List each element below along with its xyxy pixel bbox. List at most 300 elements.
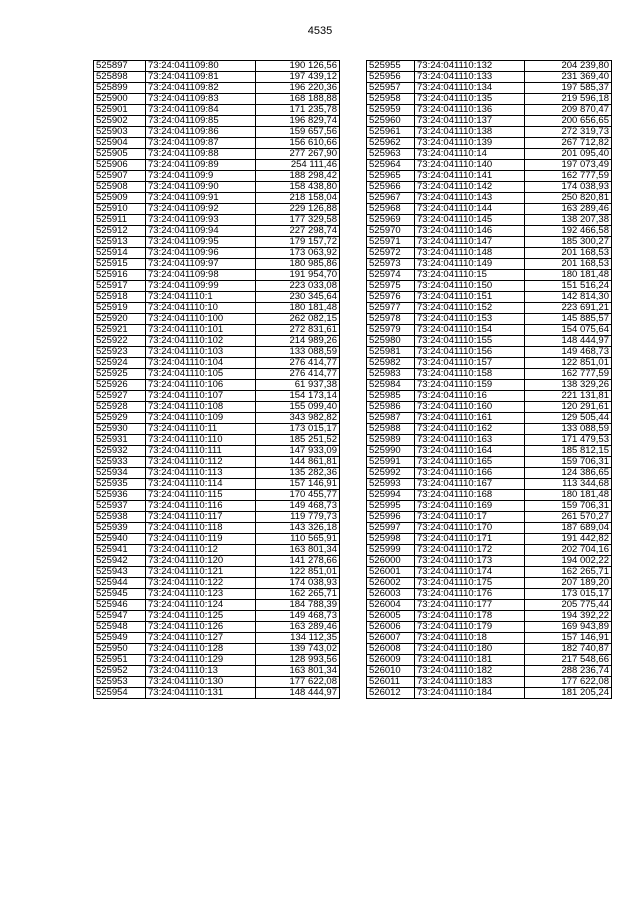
table-row [367,655,612,666]
cadastral-number: 73:24:041110:181 [415,655,525,666]
cadastral-number: 73:24:041109:80 [146,61,256,72]
row-id: 525900 [94,94,146,105]
cadastral-number: 73:24:041110:183 [415,677,525,688]
table-row [367,193,612,204]
amount: 201 168,53 [525,259,612,270]
row-id: 525929 [94,413,146,424]
cadastral-number: 73:24:041110:149 [415,259,525,270]
amount: 218 158,04 [256,193,340,204]
cadastral-number: 73:24:041109:92 [146,204,256,215]
row-id: 525917 [94,281,146,292]
table-row [367,61,612,72]
amount: 223 033,08 [256,281,340,292]
table-row [94,600,340,611]
amount: 207 189,20 [525,578,612,589]
row-id: 525981 [367,347,415,358]
cadastral-number: 73:24:041110:172 [415,545,525,556]
table-row [94,193,340,204]
amount: 180 181,48 [256,303,340,314]
cadastral-number: 73:24:041110:159 [415,380,525,391]
row-id: 525916 [94,270,146,281]
amount: 229 126,88 [256,204,340,215]
row-id: 525991 [367,457,415,468]
amount: 190 126,56 [256,61,340,72]
cadastral-number: 73:24:041109:91 [146,193,256,204]
row-id: 525950 [94,644,146,655]
cadastral-number: 73:24:041110:146 [415,226,525,237]
amount: 181 205,24 [525,688,612,699]
table-row [94,160,340,171]
table-row [94,303,340,314]
row-id: 525969 [367,215,415,226]
amount: 202 704,16 [525,545,612,556]
amount: 61 937,38 [256,380,340,391]
row-id: 526006 [367,622,415,633]
cadastral-number: 73:24:041110:145 [415,215,525,226]
cadastral-number: 73:24:041110:108 [146,402,256,413]
row-id: 525899 [94,83,146,94]
cadastral-number: 73:24:041109:89 [146,160,256,171]
row-id: 525996 [367,512,415,523]
cadastral-number: 73:24:041109:83 [146,94,256,105]
amount: 134 112,35 [256,633,340,644]
row-id: 525921 [94,325,146,336]
amount: 119 779,73 [256,512,340,523]
amount: 171 235,78 [256,105,340,116]
amount: 147 933,09 [256,446,340,457]
cadastral-number: 73:24:041110:18 [415,633,525,644]
amount: 155 099,40 [256,402,340,413]
table-row [367,600,612,611]
amount: 177 622,08 [525,677,612,688]
row-id: 526009 [367,655,415,666]
amount: 120 291,61 [525,402,612,413]
row-id: 526001 [367,567,415,578]
amount: 254 111,46 [256,160,340,171]
cadastral-number: 73:24:041110:109 [146,413,256,424]
amount: 276 414,77 [256,358,340,369]
amount: 197 585,37 [525,83,612,94]
cadastral-number: 73:24:041110:14 [415,149,525,160]
cadastral-number: 73:24:041110:106 [146,380,256,391]
row-id: 525954 [94,688,146,699]
table-row [94,270,340,281]
table-row [94,259,340,270]
row-id: 526005 [367,611,415,622]
cadastral-number: 73:24:041110:12 [146,545,256,556]
table-row [94,589,340,600]
table-row [367,105,612,116]
row-id: 525963 [367,149,415,160]
amount: 227 298,74 [256,226,340,237]
table-row [367,501,612,512]
table-row [94,545,340,556]
table-row [367,325,612,336]
table-row [94,347,340,358]
row-id: 525920 [94,314,146,325]
row-id: 525904 [94,138,146,149]
amount: 200 656,65 [525,116,612,127]
table-row [94,490,340,501]
table-row [367,94,612,105]
amount: 110 565,91 [256,534,340,545]
cadastral-number: 73:24:041110:178 [415,611,525,622]
table-row [367,523,612,534]
cadastral-number: 73:24:041109:81 [146,72,256,83]
amount: 169 943,89 [525,622,612,633]
row-id: 526003 [367,589,415,600]
row-id: 525990 [367,446,415,457]
amount: 230 345,64 [256,292,340,303]
row-id: 525973 [367,259,415,270]
amount: 177 622,08 [256,677,340,688]
amount: 157 146,91 [525,633,612,644]
cadastral-number: 73:24:041109:90 [146,182,256,193]
cadastral-number: 73:24:041109:99 [146,281,256,292]
register-table-left [93,60,340,699]
row-id: 526004 [367,600,415,611]
table-row [94,446,340,457]
cadastral-number: 73:24:041110:141 [415,171,525,182]
row-id: 525908 [94,182,146,193]
cadastral-number: 73:24:041110:102 [146,336,256,347]
amount: 272 319,73 [525,127,612,138]
table-row [367,512,612,523]
row-id: 525958 [367,94,415,105]
cadastral-number: 73:24:041110:140 [415,160,525,171]
table-row [94,314,340,325]
amount: 135 282,36 [256,468,340,479]
table-row [94,424,340,435]
amount: 177 329,58 [256,215,340,226]
table-row [94,501,340,512]
table-row [367,314,612,325]
amount: 138 207,38 [525,215,612,226]
cadastral-number: 73:24:041110:130 [146,677,256,688]
table-row [94,61,340,72]
amount: 221 131,81 [525,391,612,402]
cadastral-number: 73:24:041110:13 [146,666,256,677]
amount: 272 831,61 [256,325,340,336]
row-id: 525927 [94,391,146,402]
table-row [367,270,612,281]
table-row [367,380,612,391]
cadastral-number: 73:24:041110:156 [415,347,525,358]
cadastral-number: 73:24:041110:144 [415,204,525,215]
cadastral-number: 73:24:041110:124 [146,600,256,611]
table-row [94,611,340,622]
amount: 277 267,90 [256,149,340,160]
table-row [367,578,612,589]
row-id: 525909 [94,193,146,204]
row-id: 525940 [94,534,146,545]
row-id: 525898 [94,72,146,83]
row-id: 525931 [94,435,146,446]
table-row [94,468,340,479]
cadastral-number: 73:24:041109:82 [146,83,256,94]
row-id: 525989 [367,435,415,446]
row-id: 525965 [367,171,415,182]
amount: 262 082,15 [256,314,340,325]
amount: 163 801,34 [256,666,340,677]
cadastral-number: 73:24:041110:107 [146,391,256,402]
row-id: 525984 [367,380,415,391]
amount: 201 095,40 [525,149,612,160]
table-row [367,622,612,633]
cadastral-number: 73:24:041110:11 [146,424,256,435]
amount: 163 801,34 [256,545,340,556]
cadastral-number: 73:24:041110:103 [146,347,256,358]
table-row [94,105,340,116]
cadastral-number: 73:24:041110:180 [415,644,525,655]
amount: 180 985,86 [256,259,340,270]
amount: 196 829,74 [256,116,340,127]
cadastral-number: 73:24:041110:122 [146,578,256,589]
amount: 191 442,82 [525,534,612,545]
row-id: 525941 [94,545,146,556]
amount: 141 278,66 [256,556,340,567]
row-id: 525926 [94,380,146,391]
table-row [94,556,340,567]
row-id: 525924 [94,358,146,369]
cadastral-number: 73:24:041109:97 [146,259,256,270]
cadastral-number: 73:24:041110:175 [415,578,525,589]
row-id: 526000 [367,556,415,567]
table-row [94,402,340,413]
amount: 194 002,22 [525,556,612,567]
amount: 194 392,22 [525,611,612,622]
amount: 174 038,93 [525,182,612,193]
table-row [94,171,340,182]
table-row [94,369,340,380]
row-id: 525905 [94,149,146,160]
table-row [94,567,340,578]
table-row [94,479,340,490]
table-row [94,325,340,336]
row-id: 525935 [94,479,146,490]
row-id: 525942 [94,556,146,567]
amount: 159 706,31 [525,501,612,512]
cadastral-number: 73:24:041110:101 [146,325,256,336]
amount: 133 088,59 [525,424,612,435]
row-id: 525968 [367,204,415,215]
amount: 151 516,24 [525,281,612,292]
amount: 191 954,70 [256,270,340,281]
table-row [94,149,340,160]
amount: 159 657,56 [256,127,340,138]
cadastral-number: 73:24:041109:87 [146,138,256,149]
table-row [367,446,612,457]
cadastral-number: 73:24:041110:10 [146,303,256,314]
row-id: 525938 [94,512,146,523]
cadastral-number: 73:24:041109:95 [146,237,256,248]
cadastral-number: 73:24:041110:114 [146,479,256,490]
table-row [367,589,612,600]
row-id: 525928 [94,402,146,413]
row-id: 525970 [367,226,415,237]
table-row [367,556,612,567]
table-row [367,237,612,248]
cadastral-number: 73:24:041110:113 [146,468,256,479]
cadastral-number: 73:24:041109:84 [146,105,256,116]
amount: 197 073,49 [525,160,612,171]
amount: 250 820,81 [525,193,612,204]
table-row [94,633,340,644]
row-id: 525964 [367,160,415,171]
table-row [367,611,612,622]
row-id: 525925 [94,369,146,380]
row-id: 525901 [94,105,146,116]
table-row [367,160,612,171]
table-row [94,94,340,105]
row-id: 525946 [94,600,146,611]
table-row [94,666,340,677]
amount: 122 851,01 [525,358,612,369]
amount: 196 220,36 [256,83,340,94]
cadastral-number: 73:24:041109:93 [146,215,256,226]
row-id: 525952 [94,666,146,677]
table-row [367,347,612,358]
amount: 162 265,71 [256,589,340,600]
cadastral-number: 73:24:041110:160 [415,402,525,413]
table-row [94,83,340,94]
cadastral-number: 73:24:041110:158 [415,369,525,380]
table-row [367,369,612,380]
register-table-right [366,60,612,699]
cadastral-number: 73:24:041109:94 [146,226,256,237]
cadastral-number: 73:24:041110:177 [415,600,525,611]
cadastral-number: 73:24:041110:168 [415,490,525,501]
row-id: 525945 [94,589,146,600]
row-id: 525982 [367,358,415,369]
cadastral-number: 73:24:041109:98 [146,270,256,281]
row-id: 525949 [94,633,146,644]
row-id: 525902 [94,116,146,127]
row-id: 525976 [367,292,415,303]
row-id: 526012 [367,688,415,699]
table-row [367,281,612,292]
amount: 158 438,80 [256,182,340,193]
cadastral-number: 73:24:041110:16 [415,391,525,402]
table-row [94,116,340,127]
amount: 162 265,71 [525,567,612,578]
cadastral-number: 73:24:041110:167 [415,479,525,490]
cadastral-number: 73:24:041110:15 [415,270,525,281]
amount: 144 861,81 [256,457,340,468]
row-id: 525914 [94,248,146,259]
row-id: 525999 [367,545,415,556]
row-id: 525953 [94,677,146,688]
table-row [94,204,340,215]
amount: 173 015,17 [525,589,612,600]
table-row [94,281,340,292]
amount: 261 570,27 [525,512,612,523]
row-id: 525987 [367,413,415,424]
row-id: 525903 [94,127,146,138]
amount: 171 479,53 [525,435,612,446]
table-row [94,237,340,248]
row-id: 525997 [367,523,415,534]
row-id: 525972 [367,248,415,259]
table-row [367,292,612,303]
cadastral-number: 73:24:041110:135 [415,94,525,105]
cadastral-number: 73:24:041110:120 [146,556,256,567]
table-row [367,391,612,402]
amount: 163 289,46 [525,204,612,215]
row-id: 525906 [94,160,146,171]
amount: 154 075,64 [525,325,612,336]
cadastral-number: 73:24:041110:163 [415,435,525,446]
amount: 185 812,15 [525,446,612,457]
row-id: 525966 [367,182,415,193]
table-row [367,677,612,688]
row-id: 525978 [367,314,415,325]
table-row [367,171,612,182]
amount: 163 289,46 [256,622,340,633]
cadastral-number: 73:24:041110:123 [146,589,256,600]
row-id: 525913 [94,237,146,248]
row-id: 525955 [367,61,415,72]
table-row [94,457,340,468]
amount: 148 444,97 [256,688,340,699]
amount: 113 344,68 [525,479,612,490]
table-row [94,534,340,545]
cadastral-number: 73:24:041110:132 [415,61,525,72]
row-id: 525910 [94,204,146,215]
cadastral-number: 73:24:041110:139 [415,138,525,149]
cadastral-number: 73:24:041110:128 [146,644,256,655]
cadastral-number: 73:24:041110:136 [415,105,525,116]
table-row [94,380,340,391]
table-row [367,248,612,259]
cadastral-number: 73:24:041110:121 [146,567,256,578]
table-row [367,435,612,446]
cadastral-number: 73:24:041110:110 [146,435,256,446]
table-row [94,215,340,226]
row-id: 526011 [367,677,415,688]
amount: 214 989,26 [256,336,340,347]
row-id: 525988 [367,424,415,435]
cadastral-number: 73:24:041110:153 [415,314,525,325]
row-id: 525985 [367,391,415,402]
row-id: 525956 [367,72,415,83]
row-id: 525947 [94,611,146,622]
table-row [367,413,612,424]
row-id: 525961 [367,127,415,138]
cadastral-number: 73:24:041110:162 [415,424,525,435]
amount: 128 993,56 [256,655,340,666]
cadastral-number: 73:24:041110:119 [146,534,256,545]
cadastral-number: 73:24:041110:184 [415,688,525,699]
cadastral-number: 73:24:041110:117 [146,512,256,523]
cadastral-number: 73:24:041110:112 [146,457,256,468]
cadastral-number: 73:24:041110:164 [415,446,525,457]
amount: 188 298,42 [256,171,340,182]
amount: 143 326,18 [256,523,340,534]
amount: 231 369,40 [525,72,612,83]
table-row [94,336,340,347]
cadastral-number: 73:24:041110:154 [415,325,525,336]
row-id: 525959 [367,105,415,116]
row-id: 525983 [367,369,415,380]
cadastral-number: 73:24:041109:9 [146,171,256,182]
cadastral-number: 73:24:041110:138 [415,127,525,138]
row-id: 525992 [367,468,415,479]
amount: 148 444,97 [525,336,612,347]
row-id: 525951 [94,655,146,666]
cadastral-number: 73:24:041110:166 [415,468,525,479]
amount: 219 596,18 [525,94,612,105]
